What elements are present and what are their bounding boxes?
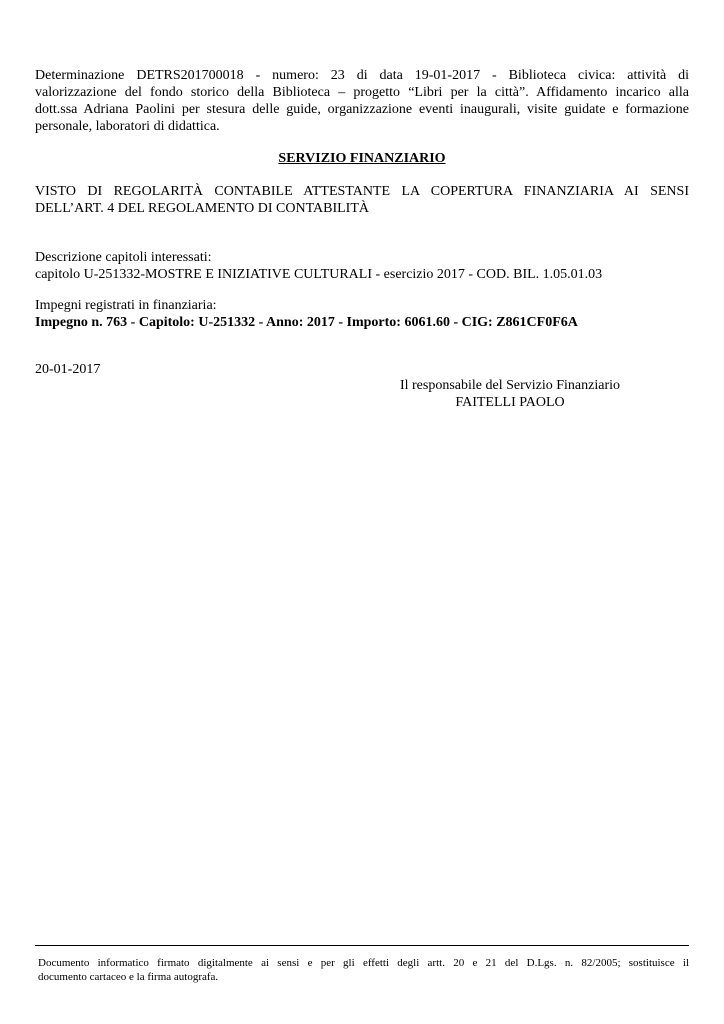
- digital-signature-note: [38, 956, 689, 984]
- subject-line: Determinazione DETRS201700018 - numero: 23 di data 19-01-2017 - Biblioteca civica: attività di: [35, 68, 689, 83]
- document-date: 20-01-2017: [35, 362, 101, 377]
- statement-line: VISTO DI REGOLARITÀ CONTABILE ATTESTANTE LA COPERTURA FINANZIARIA AI SENSI: [35, 184, 689, 199]
- subject-line: dott.ssa Adriana Paolini per stesura delle guide, organizzazione eventi inaugurali, visite guidate e formazione: [35, 102, 689, 117]
- footer-line: Documento informatico firmato digitalmente ai sensi e per gli effetti degli artt. 20 e 21 del D.Lgs. n. 82/2005; sostituisce il: [38, 957, 689, 969]
- chapter-line: capitolo U-251332-MOSTRE E INIZIATIVE CULTURALI - esercizio 2017 - COD. BIL. 1.05.01.03: [35, 267, 603, 282]
- signer-name: FAITELLI PAOLO: [455, 395, 565, 410]
- signature-block: [340, 377, 680, 411]
- commitments-section: [35, 297, 689, 331]
- commitment-line: Impegno n. 763 - Capitolo: U-251332 - Anno: 2017 - Importo: 6061.60 - CIG: Z861CF0F6A: [35, 315, 578, 330]
- determination-subject: [35, 67, 689, 135]
- commitments-heading: Impegni registrati in finanziaria:: [35, 298, 217, 313]
- chapters-heading: Descrizione capitoli interessati:: [35, 250, 212, 265]
- signer-role: Il responsabile del Servizio Finanziario: [399, 378, 621, 393]
- chapters-section: [35, 249, 689, 283]
- statement-line: DELL’ART. 4 DEL REGOLAMENTO DI CONTABILITÀ: [35, 201, 369, 216]
- subject-line: personale, laboratori di didattica.: [35, 119, 220, 134]
- subject-line: valorizzazione del fondo storico della Biblioteca – progetto “Libri per la città”. Affidamento incarico alla: [35, 85, 689, 100]
- footer-divider: [35, 945, 689, 946]
- footer-line: documento cartaceo e la firma autografa.: [38, 971, 219, 983]
- service-title: SERVIZIO FINANZIARIO: [278, 151, 446, 166]
- accounting-approval-statement: [35, 183, 689, 217]
